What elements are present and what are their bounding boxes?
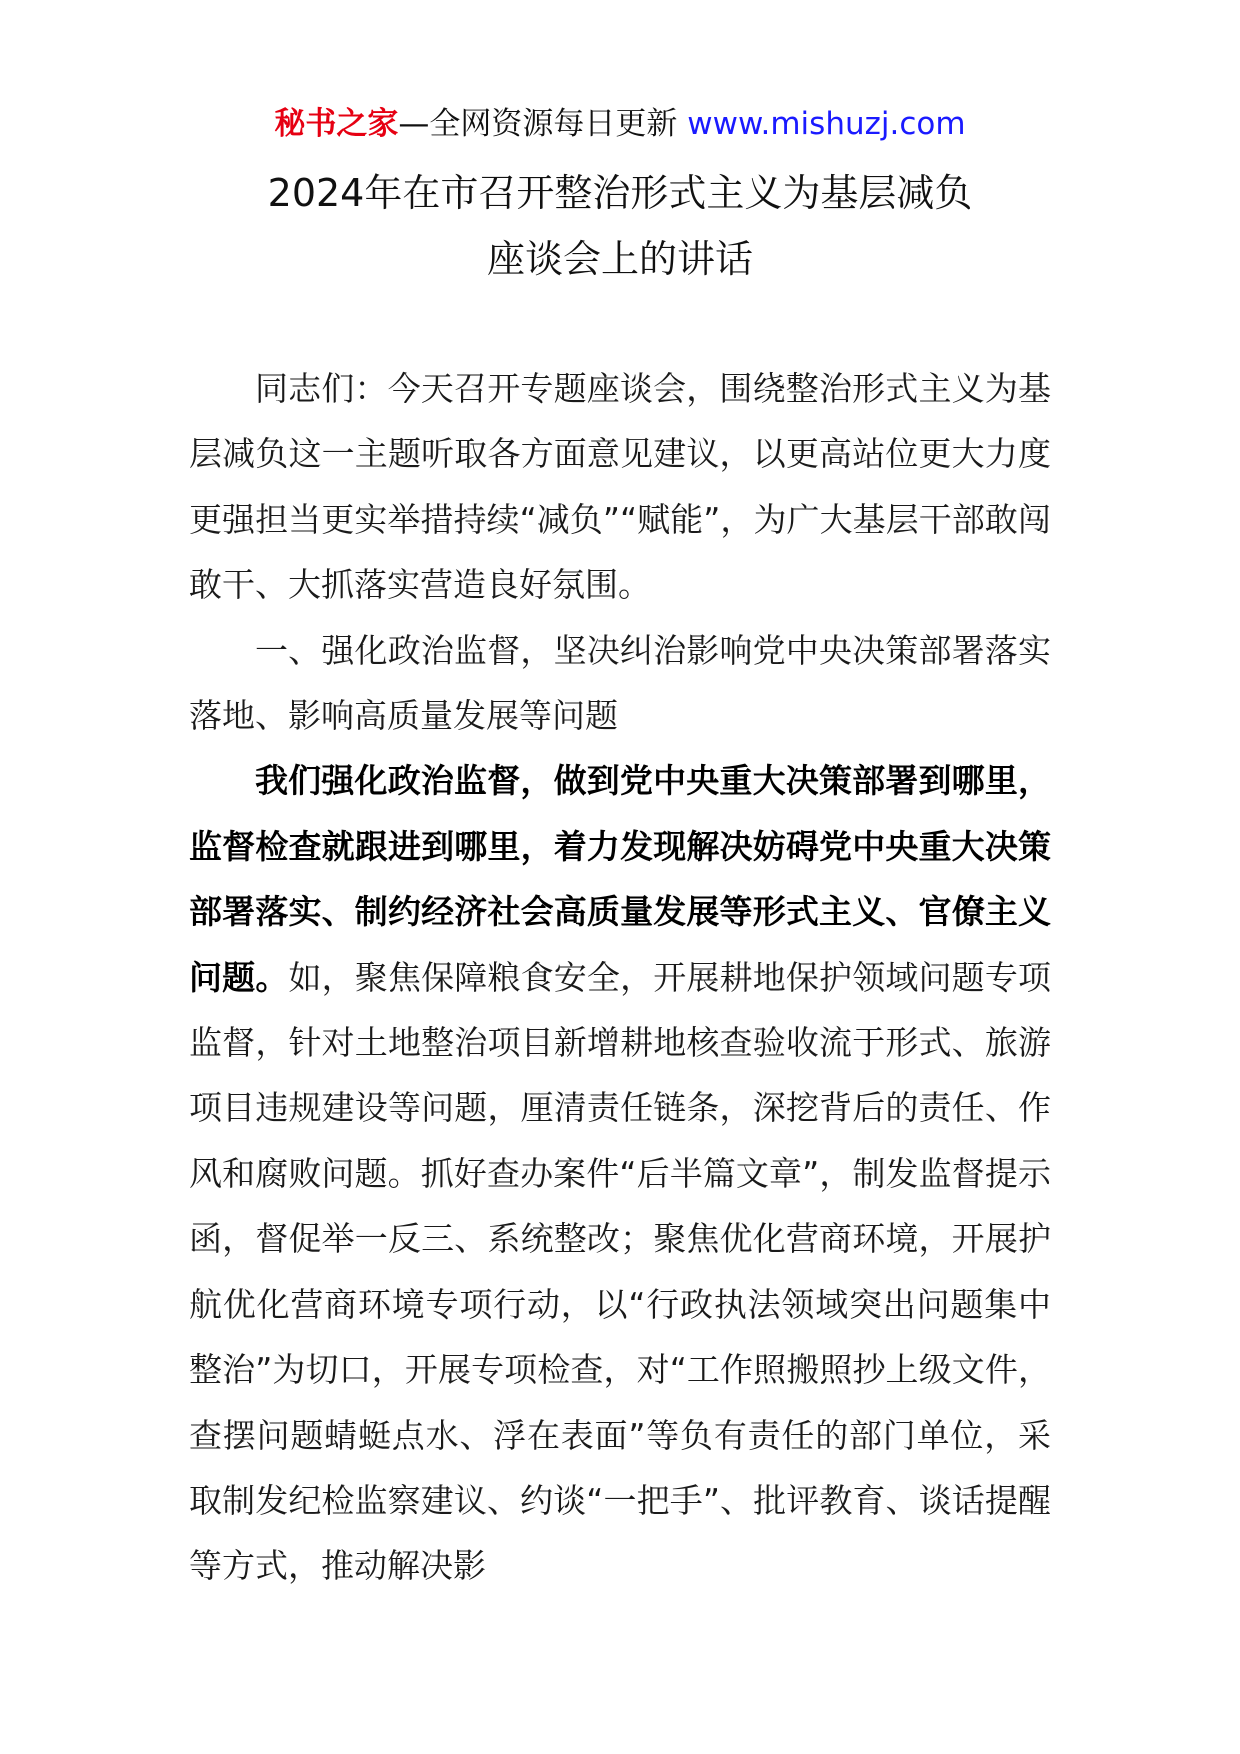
paragraph-section-1: [189, 748, 1051, 1598]
document-body: [189, 356, 1051, 1599]
paragraph-bold-lead: 我们强化政治监督，做到党中央重大决策部署到哪里，监督检查就跟进到哪里，着力发现解决妨碍党中央重大决策部署落实、制约经济社会高质量发展等形式主义、官僚主义问题。: [189, 761, 1051, 997]
document-title: [0, 160, 1240, 292]
brand-name: 秘书之家: [274, 106, 399, 142]
header-tagline: —全网资源每日更新: [398, 106, 678, 142]
site-url-link[interactable]: www.mishuzj.com: [687, 106, 966, 142]
section-heading-1: 一、强化政治监督，坚决纠治影响党中央决策部署落实落地、影响高质量发展等问题: [189, 630, 1051, 736]
paragraph-greeting: 同志们：今天召开专题座谈会，围绕整治形式主义为基层减负这一主题听取各方面意见建议，以更高站位更大力度更强担当更实举措持续“减负”“赋能”，为广大基层干部敢闯敢干、大抓落实营造良好氛围。: [189, 369, 1051, 605]
site-header: [0, 100, 1240, 148]
title-line-2: 座谈会上的讲话: [486, 237, 753, 281]
title-line-1: 2024年在市召开整治形式主义为基层减负: [267, 171, 973, 215]
paragraph-body-text: 如，聚焦保障粮食安全，开展耕地保护领域问题专项监督，针对土地整治项目新增耕地核查验收流于形式、旅游项目违规建设等问题，厘清责任链条，深挖背后的责任、作风和腐败问题。抓好查办案件“后半篇文章”，制发监督提示函，督促举一反三、系统整改；聚焦优化营商环境，开展护航优化营商环境专项行动，以“行政执法领域突出问题集中整治”为切口，开展专项检查，对“工作照搬照抄上级文件，查摆问题蜻蜓点水、浮在表面”等负有责任的部门单位，采取制发纪检监察建议、约谈“一把手”、批评教育、谈话提醒等方式，推动解决影: [189, 957, 1052, 1586]
